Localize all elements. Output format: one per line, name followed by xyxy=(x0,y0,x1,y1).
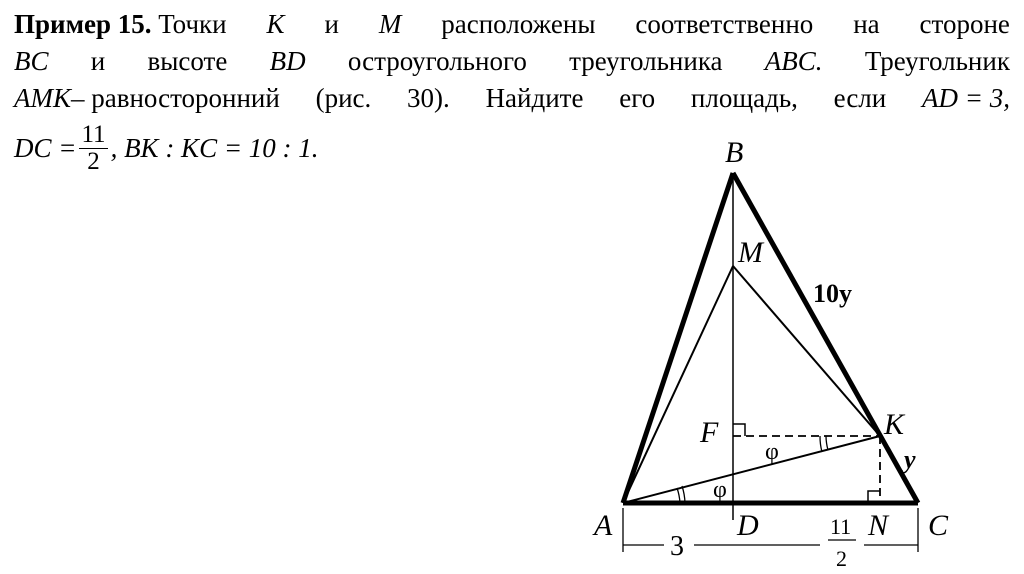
label-f: F xyxy=(700,416,719,449)
label-n: N xyxy=(868,509,889,542)
dc-label: DC = xyxy=(14,132,77,163)
label-m: M xyxy=(738,236,763,269)
label-ad-length: 3 xyxy=(670,531,684,562)
segment-ak xyxy=(623,436,880,503)
label-phi-a: φ xyxy=(713,477,727,503)
label-c: C xyxy=(928,509,949,542)
angle-arc-a2 xyxy=(682,486,685,503)
label-dc-num: 11 xyxy=(830,514,852,539)
problem-line-2: BC и высоте BD остроугольного треугольника ABC. Треугольник xyxy=(14,46,1010,76)
label-side-kc: y xyxy=(904,445,916,474)
problem-line-3: AMK– равносторонний (рис. 30). Найдите его площадь, если AD = 3, xyxy=(14,83,1010,113)
angle-arc-k xyxy=(826,436,828,450)
side-bc xyxy=(733,173,918,503)
label-b: B xyxy=(725,136,744,169)
label-side-bk: 10y xyxy=(813,279,852,308)
angle-arc-k2 xyxy=(820,436,822,452)
segment-mk xyxy=(733,266,880,436)
segment-am xyxy=(623,266,733,503)
label-phi-k: φ xyxy=(765,439,779,465)
right-angle-mark-f xyxy=(733,424,745,436)
problem-line-1: Пример 15. Точки K и M расположены соответственно на стороне xyxy=(14,9,1010,39)
label-a: A xyxy=(594,509,613,542)
label-k: K xyxy=(884,408,905,441)
ratio-text: , BK : KC = 10 : 1. xyxy=(110,132,319,163)
dc-fraction: $\frac{11}{2}$ xyxy=(81,120,106,175)
problem-title: Пример 15. xyxy=(14,9,152,39)
side-ab xyxy=(623,173,733,503)
label-dc-den: 2 xyxy=(836,546,847,571)
label-d: D xyxy=(737,509,759,542)
